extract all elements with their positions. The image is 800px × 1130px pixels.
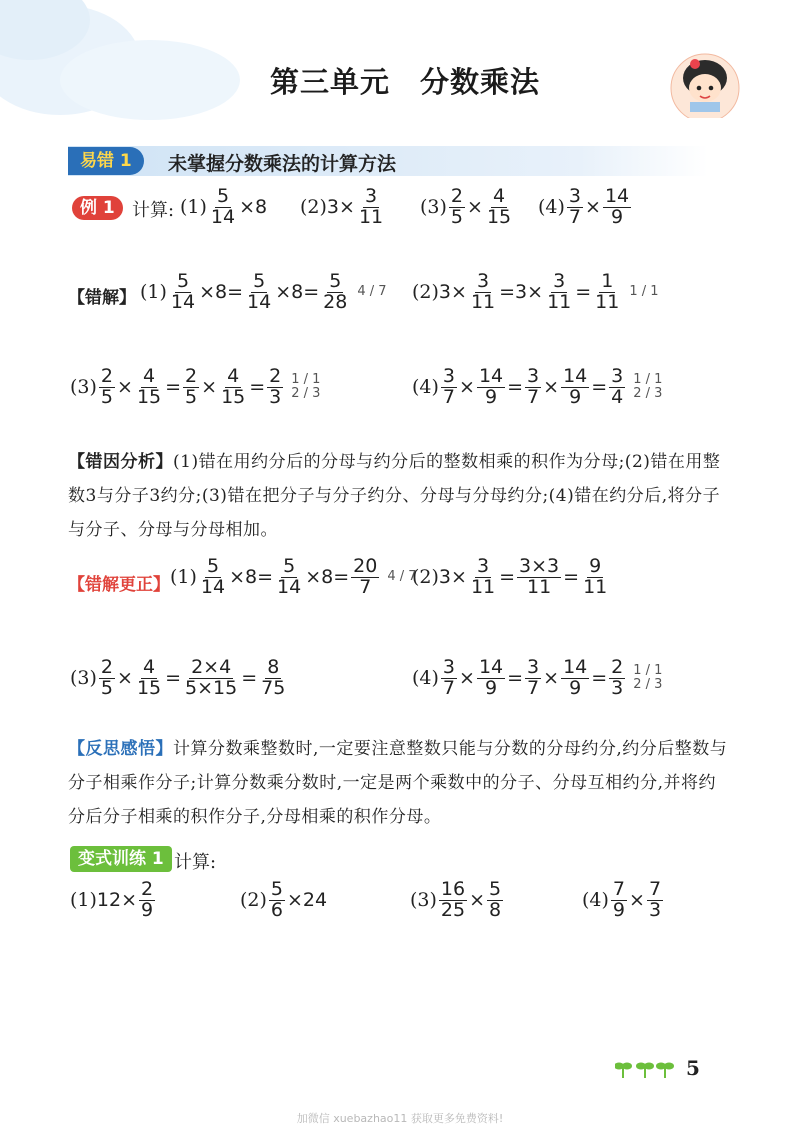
denominator: 11 xyxy=(470,575,496,598)
fraction xyxy=(611,880,627,921)
denominator: 7 xyxy=(568,205,582,228)
denominator: 9 xyxy=(612,898,626,921)
operator-text: × xyxy=(585,196,601,219)
denominator: 9 xyxy=(484,385,498,408)
watermark: 加微信 xuebazhao11 获取更多免费资料! xyxy=(296,1112,504,1125)
cancellation-marks xyxy=(629,285,658,299)
item-number: (3) xyxy=(70,376,97,399)
analysis-paragraph xyxy=(68,445,728,547)
fraction xyxy=(525,367,541,408)
numerator: 5 xyxy=(253,270,266,292)
operator-text: 3× xyxy=(438,281,467,304)
sprout-icon xyxy=(615,1058,675,1080)
operator-text: = xyxy=(563,566,580,589)
numerator: 4 xyxy=(227,365,240,387)
denominator: 9 xyxy=(610,205,624,228)
example-item-1 xyxy=(180,187,267,228)
item-number: (3) xyxy=(420,196,447,219)
cancellation-pair: 1 / 1 xyxy=(291,372,321,388)
fraction xyxy=(469,272,497,313)
operator-text: = xyxy=(507,667,524,690)
fraction xyxy=(517,557,561,598)
correct-item-4 xyxy=(412,658,662,699)
numerator: 5 xyxy=(216,185,230,207)
fraction xyxy=(259,658,287,699)
item-number: (2) xyxy=(412,566,439,589)
denominator: 8 xyxy=(489,898,502,921)
wrong-item-1 xyxy=(140,272,387,313)
fraction xyxy=(477,367,505,408)
section-title: 未掌握分数乘法的计算方法 xyxy=(168,153,397,175)
wrong-item-4 xyxy=(412,367,662,408)
item-number: (4) xyxy=(538,196,565,219)
practice-item-3 xyxy=(410,880,505,921)
numerator: 20 xyxy=(353,555,378,577)
wrong-item-2 xyxy=(412,272,659,313)
fraction xyxy=(593,272,621,313)
numerator: 14 xyxy=(478,656,504,678)
operator-text: × xyxy=(201,376,218,399)
fraction xyxy=(581,557,609,598)
denominator: 3 xyxy=(611,676,624,699)
item-number: (4) xyxy=(582,889,609,912)
practice-item-4 xyxy=(582,880,665,921)
numerator: 3×3 xyxy=(519,555,560,577)
numerator: 14 xyxy=(563,656,588,678)
denominator: 14 xyxy=(277,575,302,598)
cancellation-pair: 2 / 3 xyxy=(633,386,663,402)
page-number: 5 xyxy=(686,1056,700,1080)
fraction xyxy=(441,658,457,699)
denominator: 14 xyxy=(170,290,196,313)
fraction xyxy=(135,367,163,408)
operator-text: = xyxy=(165,667,182,690)
operator-text: =3× xyxy=(499,281,544,304)
item-number: (2) xyxy=(240,889,267,912)
fraction xyxy=(357,187,385,228)
denominator: 15 xyxy=(136,385,162,408)
item-number: (4) xyxy=(412,667,439,690)
numerator: 2×4 xyxy=(191,656,232,678)
denominator: 11 xyxy=(358,205,384,228)
denominator: 9 xyxy=(484,676,498,699)
fraction xyxy=(269,880,285,921)
denominator: 15 xyxy=(136,676,162,699)
numerator: 5 xyxy=(270,878,284,900)
item-number: (4) xyxy=(412,376,439,399)
fraction xyxy=(99,658,115,699)
operator-text: = xyxy=(507,376,524,399)
operator-text: × xyxy=(629,889,645,912)
numerator: 14 xyxy=(563,365,588,387)
numerator: 2 xyxy=(100,656,114,678)
numerator: 3 xyxy=(568,185,582,207)
operator-text: × xyxy=(543,376,560,399)
example-item-4 xyxy=(538,187,633,228)
example-badge: 例 1 xyxy=(72,196,123,220)
fraction xyxy=(485,187,513,228)
numerator: 16 xyxy=(440,878,466,900)
denominator: 25 xyxy=(440,898,466,921)
item-number: (1) xyxy=(70,889,97,912)
denominator: 14 xyxy=(247,290,272,313)
cancellation-pair: 1 / 1 xyxy=(629,284,659,300)
fraction xyxy=(99,367,115,408)
correct-label: 【错解更正】 xyxy=(68,575,170,595)
fraction xyxy=(449,187,465,228)
item-number: (1) xyxy=(180,196,207,219)
numerator: 5 xyxy=(283,555,296,577)
operator-text: = xyxy=(165,376,182,399)
fraction xyxy=(169,272,197,313)
example-lead: 计算: xyxy=(132,200,175,221)
numerator: 2 xyxy=(185,365,198,387)
item-number: (2) xyxy=(412,281,439,304)
fraction xyxy=(267,367,283,408)
operator-text: = xyxy=(499,566,516,589)
fraction xyxy=(561,367,589,408)
analysis-label: 【错因分析】 xyxy=(68,452,173,472)
denominator: 5×15 xyxy=(185,676,238,699)
item-number: (3) xyxy=(70,667,97,690)
numerator: 3 xyxy=(364,185,378,207)
fraction xyxy=(183,367,199,408)
denominator: 11 xyxy=(583,575,608,598)
operator-text: × xyxy=(117,667,133,690)
operator-text: ×24 xyxy=(287,889,328,912)
fraction xyxy=(321,272,349,313)
denominator: 7 xyxy=(442,676,456,699)
denominator: 5 xyxy=(185,385,198,408)
operator-text: × xyxy=(459,667,475,690)
numerator: 3 xyxy=(442,656,456,678)
girl-mascot-icon xyxy=(660,48,750,118)
numerator: 9 xyxy=(589,555,602,577)
denominator: 14 xyxy=(200,575,226,598)
numerator: 2 xyxy=(141,878,154,900)
denominator: 9 xyxy=(141,898,154,921)
denominator: 11 xyxy=(470,290,496,313)
denominator: 14 xyxy=(210,205,236,228)
denominator: 11 xyxy=(547,290,572,313)
fraction xyxy=(487,880,503,921)
numerator: 2 xyxy=(269,365,282,387)
denominator: 4 xyxy=(611,385,624,408)
numerator: 14 xyxy=(478,365,504,387)
numerator: 3 xyxy=(611,365,624,387)
numerator: 2 xyxy=(100,365,114,387)
fraction xyxy=(209,187,237,228)
practice-tag: 变式训练 1 xyxy=(70,846,172,872)
operator-text: × xyxy=(467,196,483,219)
item-number: (3) xyxy=(410,889,437,912)
operator-text: 3× xyxy=(438,566,467,589)
denominator: 7 xyxy=(359,575,372,598)
operator-text: = xyxy=(241,667,258,690)
fraction xyxy=(199,557,227,598)
denominator: 3 xyxy=(269,385,282,408)
reflection-label: 【反思感悟】 xyxy=(68,739,173,759)
item-number: (1) xyxy=(170,566,197,589)
numerator: 3 xyxy=(476,555,490,577)
fraction xyxy=(219,367,247,408)
denominator: 11 xyxy=(527,575,552,598)
practice-item-1 xyxy=(70,880,157,921)
correct-item-3 xyxy=(70,658,289,699)
denominator: 5 xyxy=(100,676,114,699)
numerator: 7 xyxy=(648,878,662,900)
numerator: 14 xyxy=(604,185,630,207)
operator-text: = xyxy=(591,376,608,399)
denominator: 75 xyxy=(261,676,286,699)
operator-text: ×8 xyxy=(239,196,268,219)
item-number: (1) xyxy=(140,281,167,304)
denominator: 15 xyxy=(486,205,512,228)
operator-text: 12× xyxy=(96,889,138,912)
fraction xyxy=(609,367,625,408)
numerator: 4 xyxy=(492,185,506,207)
fraction xyxy=(135,658,163,699)
numerator: 5 xyxy=(176,270,190,292)
operator-text: = xyxy=(591,667,608,690)
denominator: 6 xyxy=(270,898,284,921)
fraction xyxy=(441,367,457,408)
operator-text: = xyxy=(249,376,266,399)
wrong-item-3 xyxy=(70,367,320,408)
denominator: 7 xyxy=(527,676,540,699)
denominator: 11 xyxy=(595,290,620,313)
numerator: 7 xyxy=(612,878,626,900)
operator-text: ×8= xyxy=(305,566,350,589)
numerator: 4 xyxy=(142,365,156,387)
numerator: 3 xyxy=(527,365,540,387)
numerator: 3 xyxy=(476,270,490,292)
numerator: 5 xyxy=(206,555,220,577)
operator-text: × xyxy=(543,667,560,690)
cancellation-pair: 1 / 1 xyxy=(633,663,663,679)
fraction xyxy=(567,187,583,228)
numerator: 2 xyxy=(611,656,624,678)
correct-item-1 xyxy=(170,557,417,598)
operator-text: 3× xyxy=(326,196,355,219)
denominator: 9 xyxy=(569,676,582,699)
cancellation-pair: 2 / 3 xyxy=(291,386,321,402)
numerator: 3 xyxy=(442,365,456,387)
cancellation-marks xyxy=(291,373,320,402)
cancellation-pair: 1 / 1 xyxy=(633,372,663,388)
fraction xyxy=(351,557,379,598)
fraction xyxy=(275,557,303,598)
operator-text: ×8= xyxy=(199,281,244,304)
fraction xyxy=(525,658,541,699)
reflection-text: 计算分数乘整数时,一定要注意整数只能与分数的分母约分,约分后整数与分子相乘作分子;计算分数乘分数时,一定是两个乘数中的分子、分母互相约分,并将约分后分子相乘的积作分子,分母相乘的积作分母。 xyxy=(68,739,728,827)
correct-item-2 xyxy=(412,557,611,598)
operator-text: × xyxy=(117,376,133,399)
denominator: 28 xyxy=(323,290,348,313)
fraction xyxy=(139,880,155,921)
page-title: 第三单元 分数乘法 xyxy=(270,65,541,99)
fraction xyxy=(545,272,573,313)
cancellation-marks xyxy=(633,373,662,402)
example-item-3 xyxy=(420,187,515,228)
cancellation-pair: 4 / 7 xyxy=(357,284,387,300)
numerator: 5 xyxy=(489,878,502,900)
denominator: 5 xyxy=(450,205,464,228)
operator-text: = xyxy=(575,281,592,304)
operator-text: ×8= xyxy=(275,281,320,304)
section-tag: 易错 1 xyxy=(68,147,144,175)
denominator: 3 xyxy=(648,898,662,921)
fraction xyxy=(477,658,505,699)
item-number: (2) xyxy=(300,196,327,219)
fraction xyxy=(439,880,467,921)
fraction xyxy=(183,658,239,699)
denominator: 5 xyxy=(100,385,114,408)
operator-text: × xyxy=(459,376,475,399)
denominator: 15 xyxy=(221,385,246,408)
numerator: 3 xyxy=(527,656,540,678)
cancellation-marks xyxy=(357,285,386,299)
operator-text: ×8= xyxy=(229,566,274,589)
numerator: 5 xyxy=(329,270,342,292)
fraction xyxy=(609,658,625,699)
fraction xyxy=(603,187,631,228)
numerator: 2 xyxy=(450,185,464,207)
numerator: 1 xyxy=(601,270,614,292)
denominator: 7 xyxy=(527,385,540,408)
denominator: 9 xyxy=(569,385,582,408)
wrong-label: 【错解】 xyxy=(68,288,136,308)
denominator: 7 xyxy=(442,385,456,408)
operator-text: × xyxy=(469,889,486,912)
numerator: 4 xyxy=(142,656,156,678)
numerator: 3 xyxy=(553,270,566,292)
analysis-text: (1)错在用约分后的分母与约分后的整数相乘的积作为分母;(2)错在用整数3与分子3约分;(3)错在把分子与分子约分、分母与分母约分;(4)错在约分后,将分子与分子、分母与分母相加。 xyxy=(68,452,721,540)
fraction xyxy=(469,557,497,598)
example-item-2 xyxy=(300,187,387,228)
practice-item-2 xyxy=(240,880,327,921)
cancellation-pair: 4 / 7 xyxy=(387,569,417,585)
cancellation-marks xyxy=(633,664,662,693)
numerator: 8 xyxy=(267,656,280,678)
cancellation-pair: 2 / 3 xyxy=(633,677,663,693)
reflection-paragraph xyxy=(68,732,728,834)
fraction xyxy=(561,658,589,699)
practice-lead: 计算: xyxy=(174,852,217,873)
fraction xyxy=(245,272,273,313)
fraction xyxy=(647,880,663,921)
